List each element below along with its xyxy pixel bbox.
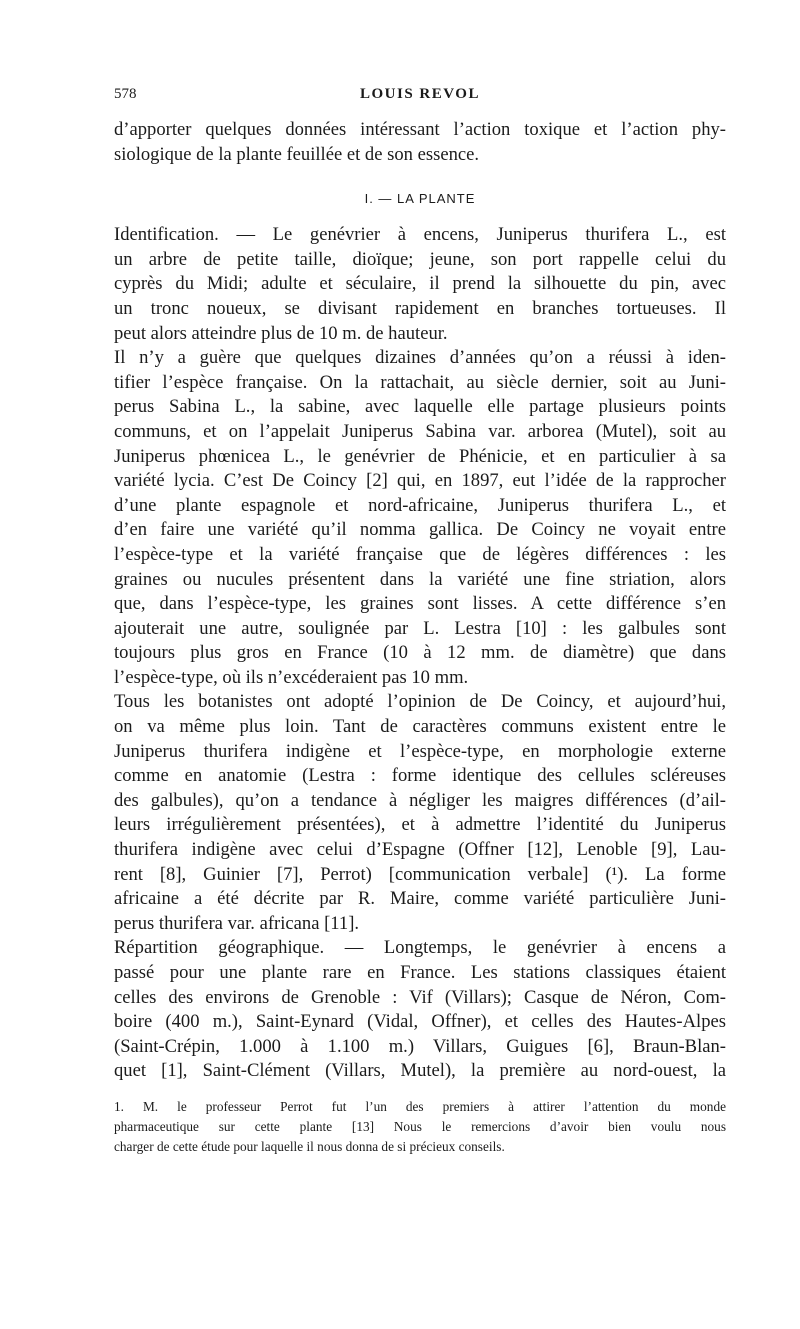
paragraph-distribution	[114, 936, 726, 1084]
text-line: l’espèce-type et la variété française que de légères différences : les	[114, 543, 726, 565]
text-line: rent [8], Guinier [7], Perrot) [communication verbale] (¹). La forme	[114, 863, 726, 885]
text-line: graines ou nucules présentent dans la variété une fine striation, alors	[114, 568, 726, 590]
paragraph-species	[114, 346, 726, 690]
text-line: d’une plante espagnole et nord-africaine, Juniperus thurifera L., et	[114, 494, 726, 516]
text-line: thurifera indigène avec celui d’Espagne (Offner [12], Lenoble [9], Lau-	[114, 839, 726, 861]
text-line: on va même plus loin. Tant de caractères communs existent entre le	[114, 716, 726, 738]
text-line: cyprès du Midi; adulte et séculaire, il prend la silhouette du pin, avec	[114, 273, 726, 295]
text-line: (Saint-Crépin, 1.000 à 1.100 m.) Villars, Guigues [6], Braun-Blan-	[114, 1035, 726, 1057]
text-line: comme en anatomie (Lestra : forme identique des cellules scléreuses	[114, 765, 726, 787]
text-line: leurs irrégulièrement présentées), et à admettre l’identité du Juniperus	[114, 814, 726, 836]
section-heading: I. — LA PLANTE	[364, 191, 476, 207]
text-line: Juniperus thurifera indigène et l’espèce-type, en morphologie externe	[114, 740, 726, 762]
text-line: passé pour une plante rare en France. Les stations classiques étaient	[114, 962, 726, 983]
text-line: des galbules), qu’on a tendance à négliger les maigres différences (d’ail-	[114, 789, 726, 811]
paragraph-botanists	[114, 690, 726, 936]
text-line: perus thurifera var. africana [11].	[114, 912, 360, 934]
text-line: Identification. — Le genévrier à encens, Juniperus thurifera L., est	[114, 224, 726, 246]
text-line: peut alors atteindre plus de 10 m. de hauteur.	[114, 322, 448, 344]
text-line: boire (400 m.), Saint-Eynard (Vidal, Offner), et celles des Hautes-Alpes	[114, 1011, 726, 1033]
text-line: l’espèce-type, où ils n’excéderaient pas 10 mm.	[114, 666, 469, 688]
text-line: Juniperus phœnicea L., le genévrier de Phénicie, et en particulier à sa	[114, 445, 726, 467]
text-line: quet [1], Saint-Clément (Villars, Mutel), la première au nord-ouest, la	[114, 1060, 726, 1082]
text-line: communs, et on l’appelait Juniperus Sabina var. arborea (Mutel), soit au	[114, 420, 726, 442]
paragraph-identification	[114, 223, 726, 346]
footnote-line: 1. M. le professeur Perrot fut l’un des premiers à attirer l’attention du monde	[114, 1099, 726, 1114]
text-line: africaine a été décrite par R. Maire, comme variété particulière Juni-	[114, 888, 726, 910]
text-line: d’apporter quelques données intéressant l’action toxique et l’action phy-	[114, 119, 726, 140]
text-line: perus Sabina L., la sabine, avec laquelle elle partage plusieurs points	[114, 396, 726, 418]
text-line: ajouterait une autre, soulignée par L. Lestra [10] : les galbules sont	[114, 617, 726, 639]
footnote-line: pharmaceutique sur cette plante [13] Nous le remercions d’avoir bien voulu nous	[114, 1119, 726, 1134]
text-line: siologique de la plante feuillée et de son essence.	[114, 143, 480, 165]
footnote-line: charger de cette étude pour laquelle il nous donna de si précieux conseils.	[114, 1139, 505, 1154]
text-line: Tous les botanistes ont adopté l’opinion de De Coincy, et aujourd’hui,	[114, 691, 726, 713]
footnote	[114, 1097, 726, 1157]
running-head: LOUIS REVOL	[360, 86, 480, 102]
page-number: 578	[114, 86, 137, 102]
text-line: toujours plus gros en France (10 à 12 mm. de diamètre) que dans	[114, 642, 726, 664]
text-line: variété lycia. C’est De Coincy [2] qui, en 1897, eut l’idée de la rapprocher	[114, 470, 726, 492]
text-line: Répartition géographique. — Longtemps, le genévrier à encens a	[114, 937, 726, 959]
text-line: d’en faire une variété qu’il nomma gallica. De Coincy ne voyait entre	[114, 519, 726, 541]
intro-paragraph	[114, 118, 726, 167]
text-line: celles des environs de Grenoble : Vif (Villars); Casque de Néron, Com-	[114, 986, 726, 1008]
main-text	[114, 118, 726, 1084]
text-line: que, dans l’espèce-type, les graines sont lisses. A cette différence s’en	[114, 593, 726, 615]
text-line: tifier l’espèce française. On la rattachait, au siècle dernier, soit au Juni-	[114, 371, 726, 393]
page-header	[114, 86, 726, 108]
text-line: Il n’y a guère que quelques dizaines d’années qu’on a réussi à iden-	[114, 347, 726, 369]
text-line: un arbre de petite taille, dioïque; jeune, son port rappelle celui du	[114, 248, 726, 270]
text-line: un tronc noueux, se divisant rapidement en branches tortueuses. Il	[114, 297, 726, 319]
